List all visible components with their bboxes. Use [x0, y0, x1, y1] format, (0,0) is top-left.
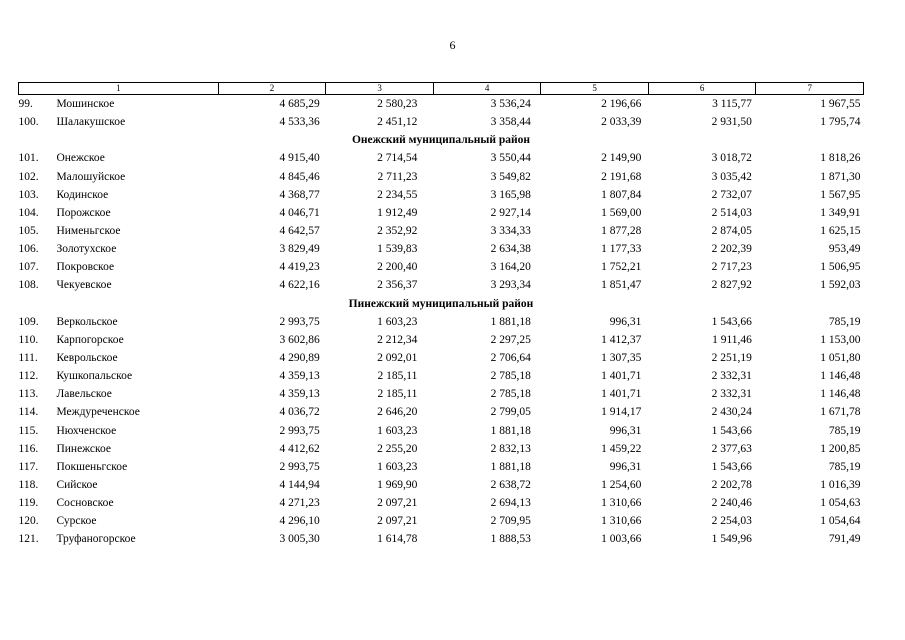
page-number: 6: [449, 38, 456, 52]
value-cell-col-6: 1 549,96: [711, 533, 752, 546]
value-cell-col-2: 4 419,23: [279, 261, 320, 274]
value-cell-col-7: 1 567,95: [820, 188, 861, 201]
row-number: 111.: [18, 352, 38, 365]
value-cell-col-4: 3 334,33: [490, 225, 531, 238]
value-cell-col-7: 1 146,48: [820, 370, 861, 383]
value-cell-col-5: 1 401,71: [601, 388, 642, 401]
value-cell-col-3: 2 255,20: [377, 442, 418, 455]
settlement-name: Сийское: [56, 479, 98, 492]
section-heading-row: [19, 131, 864, 149]
value-cell-col-5: 996,31: [609, 424, 642, 437]
value-cell-col-4: 3 358,44: [490, 116, 531, 129]
value-cell-col-3: 2 185,11: [377, 388, 418, 401]
value-cell-col-5: 1 310,66: [601, 515, 642, 528]
value-cell-col-4: 2 709,95: [490, 515, 531, 528]
value-cell-col-3: 2 234,55: [377, 188, 418, 201]
settlement-name: Пинежское: [56, 442, 112, 455]
value-cell-col-3: 1 969,90: [377, 479, 418, 492]
settlement-name: Мошинское: [56, 98, 115, 111]
value-cell-col-7: 1 054,64: [820, 515, 861, 528]
value-cell-col-7: 1 506,95: [820, 261, 861, 274]
value-cell-col-3: 2 451,12: [377, 116, 418, 129]
value-cell-col-2: 4 915,40: [279, 152, 320, 165]
value-cell-col-5: 1 914,17: [601, 406, 642, 419]
row-number: 105.: [18, 225, 39, 238]
value-cell-col-7: 791,49: [828, 533, 861, 546]
value-cell-col-4: 3 165,98: [490, 188, 531, 201]
value-cell-col-4: 1 881,18: [490, 424, 531, 437]
value-cell-col-4: 2 927,14: [490, 206, 531, 219]
settlement-name: Покшеньгское: [56, 460, 128, 473]
value-cell-col-3: 2 352,92: [377, 225, 418, 238]
value-cell-col-4: 3 293,34: [490, 279, 531, 292]
row-number: 113.: [18, 388, 39, 401]
table-row: [19, 113, 864, 131]
settlement-name: Малошуйское: [56, 170, 126, 183]
value-cell-col-7: 1 625,15: [820, 225, 861, 238]
value-cell-col-7: 953,49: [828, 243, 861, 256]
table-row: [19, 313, 864, 331]
value-cell-col-4: 3 549,82: [490, 170, 531, 183]
value-cell-col-3: 2 714,54: [377, 152, 418, 165]
value-cell-col-4: 2 706,64: [490, 352, 531, 365]
value-cell-col-4: 3 550,44: [490, 152, 531, 165]
value-cell-col-5: 1 569,00: [601, 206, 642, 219]
value-cell-col-7: 785,19: [828, 424, 861, 437]
value-cell-col-2: 2 993,75: [279, 424, 320, 437]
row-number: 115.: [18, 424, 39, 437]
value-cell-col-3: 2 185,11: [377, 370, 418, 383]
table-row: [19, 149, 864, 167]
value-cell-col-7: 1 349,91: [820, 206, 861, 219]
value-cell-col-4: 2 832,13: [490, 442, 531, 455]
settlement-name: Шалакушское: [56, 116, 126, 129]
value-cell-col-4: 2 799,05: [490, 406, 531, 419]
value-cell-col-2: 4 359,13: [279, 370, 320, 383]
value-cell-col-4: 2 785,18: [490, 370, 531, 383]
table-row: [19, 512, 864, 530]
table-row: [19, 403, 864, 421]
row-number: 112.: [18, 370, 39, 383]
value-cell-col-6: 2 332,31: [711, 370, 752, 383]
row-number: 119.: [18, 497, 39, 510]
value-cell-col-4: 2 694,13: [490, 497, 531, 510]
settlement-name: Кеврольское: [56, 352, 118, 365]
settlement-name: Чекуевское: [56, 279, 112, 292]
value-cell-col-2: 4 144,94: [279, 479, 320, 492]
value-cell-col-3: 2 200,40: [377, 261, 418, 274]
table-row: [19, 95, 864, 114]
value-cell-col-6: 2 254,03: [711, 515, 752, 528]
settlement-name: Золотухское: [56, 243, 117, 256]
settlement-name: Порожское: [56, 206, 111, 219]
value-cell-col-6: 2 717,23: [711, 261, 752, 274]
value-cell-col-3: 2 097,21: [377, 497, 418, 510]
value-cell-col-2: 3 005,30: [279, 533, 320, 546]
value-cell-col-5: 1 807,84: [601, 188, 642, 201]
value-cell-col-5: 2 149,90: [601, 152, 642, 165]
value-cell-col-7: 1 146,48: [820, 388, 861, 401]
value-cell-col-7: 1 153,00: [820, 333, 861, 346]
value-cell-col-6: 2 251,19: [711, 352, 752, 365]
value-cell-col-2: 4 359,13: [279, 388, 320, 401]
row-number: 109.: [18, 315, 39, 328]
table-row: [19, 331, 864, 349]
value-cell-col-4: 2 297,25: [490, 333, 531, 346]
settlement-name: Веркольское: [56, 315, 118, 328]
table-row: [19, 276, 864, 294]
row-number: 121.: [18, 533, 39, 546]
header-cell-7: 7: [756, 83, 864, 95]
value-cell-col-4: 2 634,38: [490, 243, 531, 256]
table-row: [19, 422, 864, 440]
value-cell-col-5: 996,31: [609, 460, 642, 473]
value-cell-col-3: 2 356,37: [377, 279, 418, 292]
value-cell-col-5: 996,31: [609, 315, 642, 328]
table-row: [19, 204, 864, 222]
value-cell-col-6: 3 018,72: [711, 152, 752, 165]
value-cell-col-6: 1 911,46: [712, 333, 752, 346]
value-cell-col-5: 1 177,33: [601, 243, 642, 256]
table-row: [19, 168, 864, 186]
section-title: Пинежский муниципальный район: [348, 297, 534, 310]
value-cell-col-2: 4 046,71: [279, 206, 320, 219]
value-cell-col-7: 1 592,03: [820, 279, 861, 292]
value-cell-col-3: 2 580,23: [377, 98, 418, 111]
header-cell-3: 3: [326, 83, 434, 95]
value-cell-col-3: 2 646,20: [377, 406, 418, 419]
section-heading-row: [19, 295, 864, 313]
table-body: [19, 83, 864, 549]
table-row: [19, 458, 864, 476]
value-cell-col-5: 2 196,66: [601, 98, 642, 111]
settlement-name: Онежское: [56, 152, 105, 165]
value-cell-col-5: 1 851,47: [601, 279, 642, 292]
table-row: [19, 440, 864, 458]
value-cell-col-5: 2 033,39: [601, 116, 642, 129]
value-cell-col-3: 1 603,23: [377, 424, 418, 437]
settlement-name: Нименьгское: [56, 225, 121, 238]
settlement-name: Кодинское: [56, 188, 109, 201]
value-cell-col-6: 2 430,24: [711, 406, 752, 419]
table-row: [19, 367, 864, 385]
table-row: [19, 476, 864, 494]
row-number: 106.: [18, 243, 39, 256]
table-row: [19, 494, 864, 512]
value-cell-col-2: 3 829,49: [279, 243, 320, 256]
value-cell-col-6: 2 332,31: [711, 388, 752, 401]
row-number: 102.: [18, 170, 39, 183]
value-cell-col-2: 4 622,16: [279, 279, 320, 292]
row-number: 114.: [18, 406, 39, 419]
row-number: 118.: [18, 479, 39, 492]
value-cell-col-3: 1 603,23: [377, 460, 418, 473]
value-cell-col-7: 1 200,85: [820, 442, 861, 455]
value-cell-col-4: 2 638,72: [490, 479, 531, 492]
value-cell-col-2: 4 290,89: [279, 352, 320, 365]
value-cell-col-4: 1 881,18: [490, 315, 531, 328]
value-cell-col-3: 2 212,34: [377, 333, 418, 346]
row-number: 110.: [18, 333, 39, 346]
value-cell-col-3: 1 603,23: [377, 315, 418, 328]
value-cell-col-2: 4 685,29: [279, 98, 320, 111]
value-cell-col-6: 3 115,77: [712, 98, 752, 111]
value-cell-col-3: 1 614,78: [377, 533, 418, 546]
value-cell-col-4: 3 164,20: [490, 261, 531, 274]
value-cell-col-6: 2 874,05: [711, 225, 752, 238]
settlement-name: Труфаногорское: [56, 533, 136, 546]
settlement-name: Покровское: [56, 261, 115, 274]
header-cell-1: 1: [19, 83, 219, 95]
value-cell-col-2: 4 036,72: [279, 406, 320, 419]
table-row: [19, 258, 864, 276]
value-cell-col-2: 2 993,75: [279, 315, 320, 328]
value-cell-col-3: 2 092,01: [377, 352, 418, 365]
value-cell-col-4: 1 888,53: [490, 533, 531, 546]
value-cell-col-6: 2 931,50: [711, 116, 752, 129]
value-cell-col-2: 4 412,62: [279, 442, 320, 455]
value-cell-col-6: 2 827,92: [711, 279, 752, 292]
row-number: 99.: [18, 98, 33, 111]
value-cell-col-6: 1 543,66: [711, 315, 752, 328]
table-row: [19, 186, 864, 204]
value-cell-col-2: 4 296,10: [279, 515, 320, 528]
header-cell-6: 6: [648, 83, 756, 95]
value-cell-col-6: 2 732,07: [711, 188, 752, 201]
value-cell-col-5: 1 877,28: [601, 225, 642, 238]
section-title: Онежский муниципальный район: [351, 134, 530, 147]
value-cell-col-3: 1 539,83: [377, 243, 418, 256]
table-row: [19, 385, 864, 403]
value-cell-col-3: 1 912,49: [377, 206, 418, 219]
settlement-name: Кушкопальское: [56, 370, 133, 383]
row-number: 104.: [18, 206, 39, 219]
value-cell-col-5: 1 003,66: [601, 533, 642, 546]
value-cell-col-2: 4 642,57: [279, 225, 320, 238]
value-cell-col-4: 1 881,18: [490, 460, 531, 473]
row-number: 107.: [18, 261, 39, 274]
value-cell-col-5: 1 254,60: [601, 479, 642, 492]
column-number-header: [19, 83, 864, 95]
value-cell-col-2: 4 368,77: [279, 188, 320, 201]
value-cell-col-6: 2 202,39: [711, 243, 752, 256]
value-cell-col-5: 1 307,35: [601, 352, 642, 365]
value-cell-col-7: 1 671,78: [820, 406, 861, 419]
tariff-table: [18, 82, 864, 549]
value-cell-col-7: 1 818,26: [820, 152, 861, 165]
value-cell-col-7: 1 967,55: [820, 98, 861, 111]
value-cell-col-7: 1 054,63: [820, 497, 861, 510]
table-row: [19, 530, 864, 548]
value-cell-col-3: 2 097,21: [377, 515, 418, 528]
settlement-name: Карпогорское: [56, 333, 124, 346]
value-cell-col-7: 1 871,30: [820, 170, 861, 183]
row-number: 120.: [18, 515, 39, 528]
row-number: 117.: [18, 460, 39, 473]
value-cell-col-2: 4 845,46: [279, 170, 320, 183]
table-row: [19, 222, 864, 240]
value-cell-col-6: 2 240,46: [711, 497, 752, 510]
value-cell-col-2: 3 602,86: [279, 333, 320, 346]
row-number: 108.: [18, 279, 39, 292]
header-cell-4: 4: [433, 83, 541, 95]
value-cell-col-4: 2 785,18: [490, 388, 531, 401]
value-cell-col-2: 4 271,23: [279, 497, 320, 510]
value-cell-col-7: 1 795,74: [820, 116, 861, 129]
table-row: [19, 240, 864, 258]
value-cell-col-7: 785,19: [828, 315, 861, 328]
row-number: 103.: [18, 188, 39, 201]
value-cell-col-3: 2 711,23: [377, 170, 418, 183]
value-cell-col-5: 1 412,37: [601, 333, 642, 346]
settlement-name: Сосновское: [56, 497, 114, 510]
row-number: 100.: [18, 116, 39, 129]
value-cell-col-4: 3 536,24: [490, 98, 531, 111]
value-cell-col-6: 2 377,63: [711, 442, 752, 455]
value-cell-col-5: 1 310,66: [601, 497, 642, 510]
value-cell-col-6: 2 514,03: [711, 206, 752, 219]
value-cell-col-6: 3 035,42: [711, 170, 752, 183]
value-cell-col-5: 1 752,21: [601, 261, 642, 274]
settlement-name: Нюхченское: [56, 424, 117, 437]
value-cell-col-6: 1 543,66: [711, 460, 752, 473]
value-cell-col-6: 1 543,66: [711, 424, 752, 437]
value-cell-col-5: 1 401,71: [601, 370, 642, 383]
settlement-name: Междуреченское: [56, 406, 140, 419]
table-row: [19, 349, 864, 367]
value-cell-col-7: 785,19: [828, 460, 861, 473]
value-cell-col-7: 1 016,39: [820, 479, 861, 492]
row-number: 101.: [18, 152, 39, 165]
header-cell-2: 2: [218, 83, 326, 95]
settlement-name: Лавельское: [56, 388, 112, 401]
value-cell-col-6: 2 202,78: [711, 479, 752, 492]
value-cell-col-5: 1 459,22: [601, 442, 642, 455]
header-cell-5: 5: [541, 83, 649, 95]
value-cell-col-2: 2 993,75: [279, 460, 320, 473]
value-cell-col-2: 4 533,36: [279, 116, 320, 129]
row-number: 116.: [18, 442, 39, 455]
value-cell-col-5: 2 191,68: [601, 170, 642, 183]
value-cell-col-7: 1 051,80: [820, 352, 861, 365]
settlement-name: Сурское: [56, 515, 97, 528]
